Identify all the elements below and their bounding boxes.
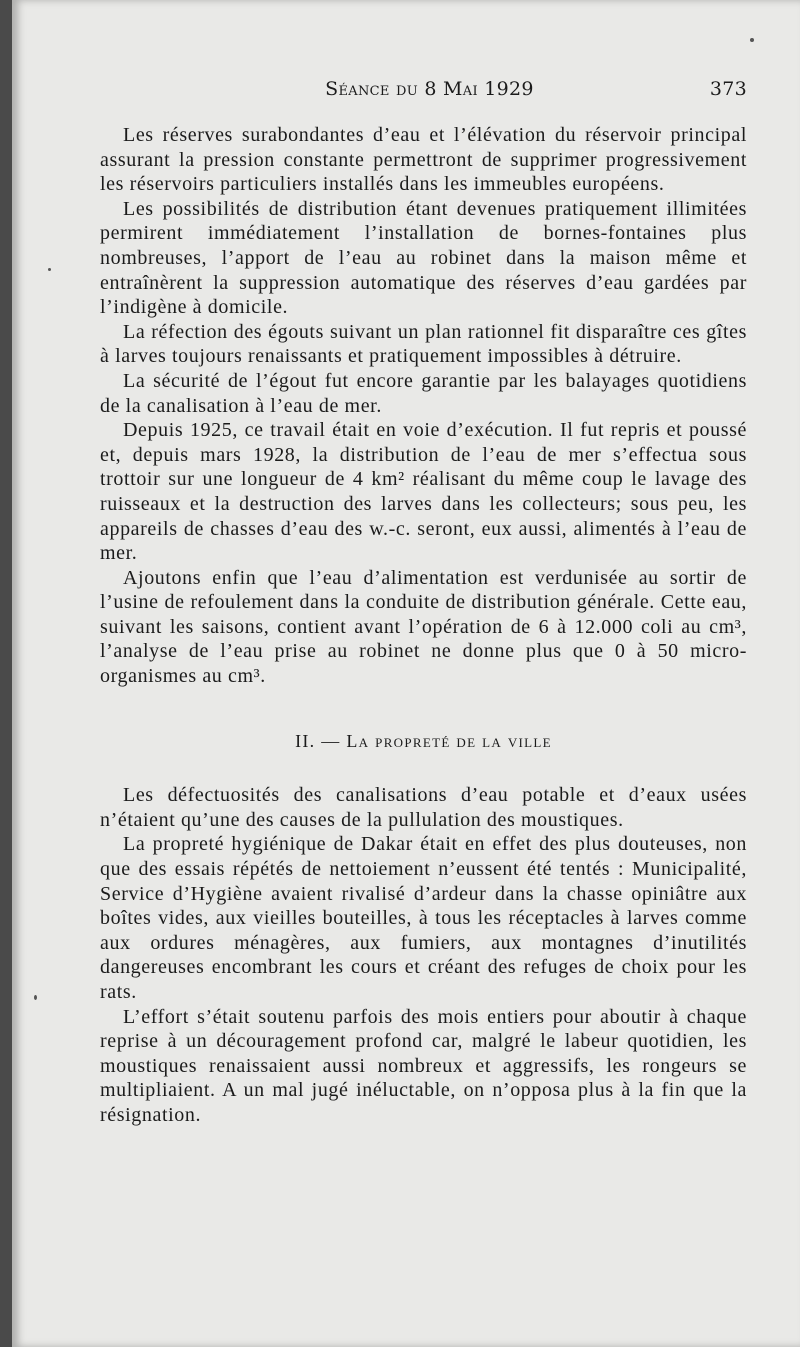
paragraph: La sécurité de l’égout fut encore garantie par les balayages quotidiens de la canalisation à l’eau de mer. [100, 369, 747, 417]
paragraph: Les défectuosités des canalisations d’eau potable et d’eaux usées n’étaient qu’une des causes de la pullulation des moustiques. [100, 784, 747, 831]
page-header [112, 78, 747, 108]
paragraph: Les réserves surabondantes d’eau et l’élévation du réservoir principal assurant la pression constante permettront de supprimer progressivement les réservoirs particuliers installés dans les immeubles européens. [100, 124, 747, 196]
paragraph: La réfection des égouts suivant un plan rationnel fit disparaître ces gîtes à larves toujours renaissants et pratiquement impossibles à détruire. [100, 320, 747, 368]
paragraph: Ajoutons enfin que l’eau d’alimentation est verdunisée au sortir de l’usine de refoulement dans la conduite de distribution générale. Cette eau, suivant les saisons, contient avant l’opération de 6 à 12.000 coli au cm³, l’analyse de l’eau prise au robinet ne donne plus que 0 à 50 micro-organismes au cm³. [100, 566, 747, 688]
page-number: 373 [709, 78, 747, 100]
paragraph: Les possibilités de distribution étant devenues pratiquement illimitées permirent immédiatement l’installation de bornes-fontaines plus nombreuses, l’apport de l’eau au robinet dans la maison même et entraînèrent la suppression automatique des réserves d’eau gardées par l’indigène à domicile. [100, 197, 747, 319]
paragraph: La propreté hygiénique de Dakar était en effet des plus douteuses, non que des essais répétés de nettoiement n’eussent été tentés : Municipalité, Service d’Hygiène avaient rivalisé d’ardeur dans la chasse opiniâtre aux boîtes vides, aux vieilles bouteilles, à tous les réceptacles à larves comme aux ordures ménagères, aux fumiers, aux montagnes d’inutilités dangereuses encombrant les cours et créant des refuges de choix pour les rats. [100, 833, 747, 1003]
running-title: Séance du 8 Mai 1929 [325, 78, 534, 100]
paragraph: L’effort s’était soutenu parfois des mois entiers pour aboutir à chaque reprise à un découragement profond car, malgré le labeur quotidien, les moustiques renaissaient aussi nombreux et aggressifs, les rongeurs se multipliaient. A un mal jugé inéluctable, on n’opposa plus à la fin que la résignation. [100, 1005, 747, 1126]
body-text [100, 123, 747, 1128]
section-heading: II. — La propreté de la ville [295, 730, 552, 751]
book-page [12, 0, 800, 1347]
paragraph: Depuis 1925, ce travail était en voie d’exécution. Il fut repris et poussé et, depuis mars 1928, la distribution de l’eau de mer s’effectua sous trottoir sur une longueur de 4 km² réalisant du même coup le lavage des ruisseaux et la destruction des larves dans les collecteurs; sous peu, les appareils de chasses d’eau des w.-c. seront, eux aussi, alimentés à l’eau de mer. [100, 419, 747, 565]
